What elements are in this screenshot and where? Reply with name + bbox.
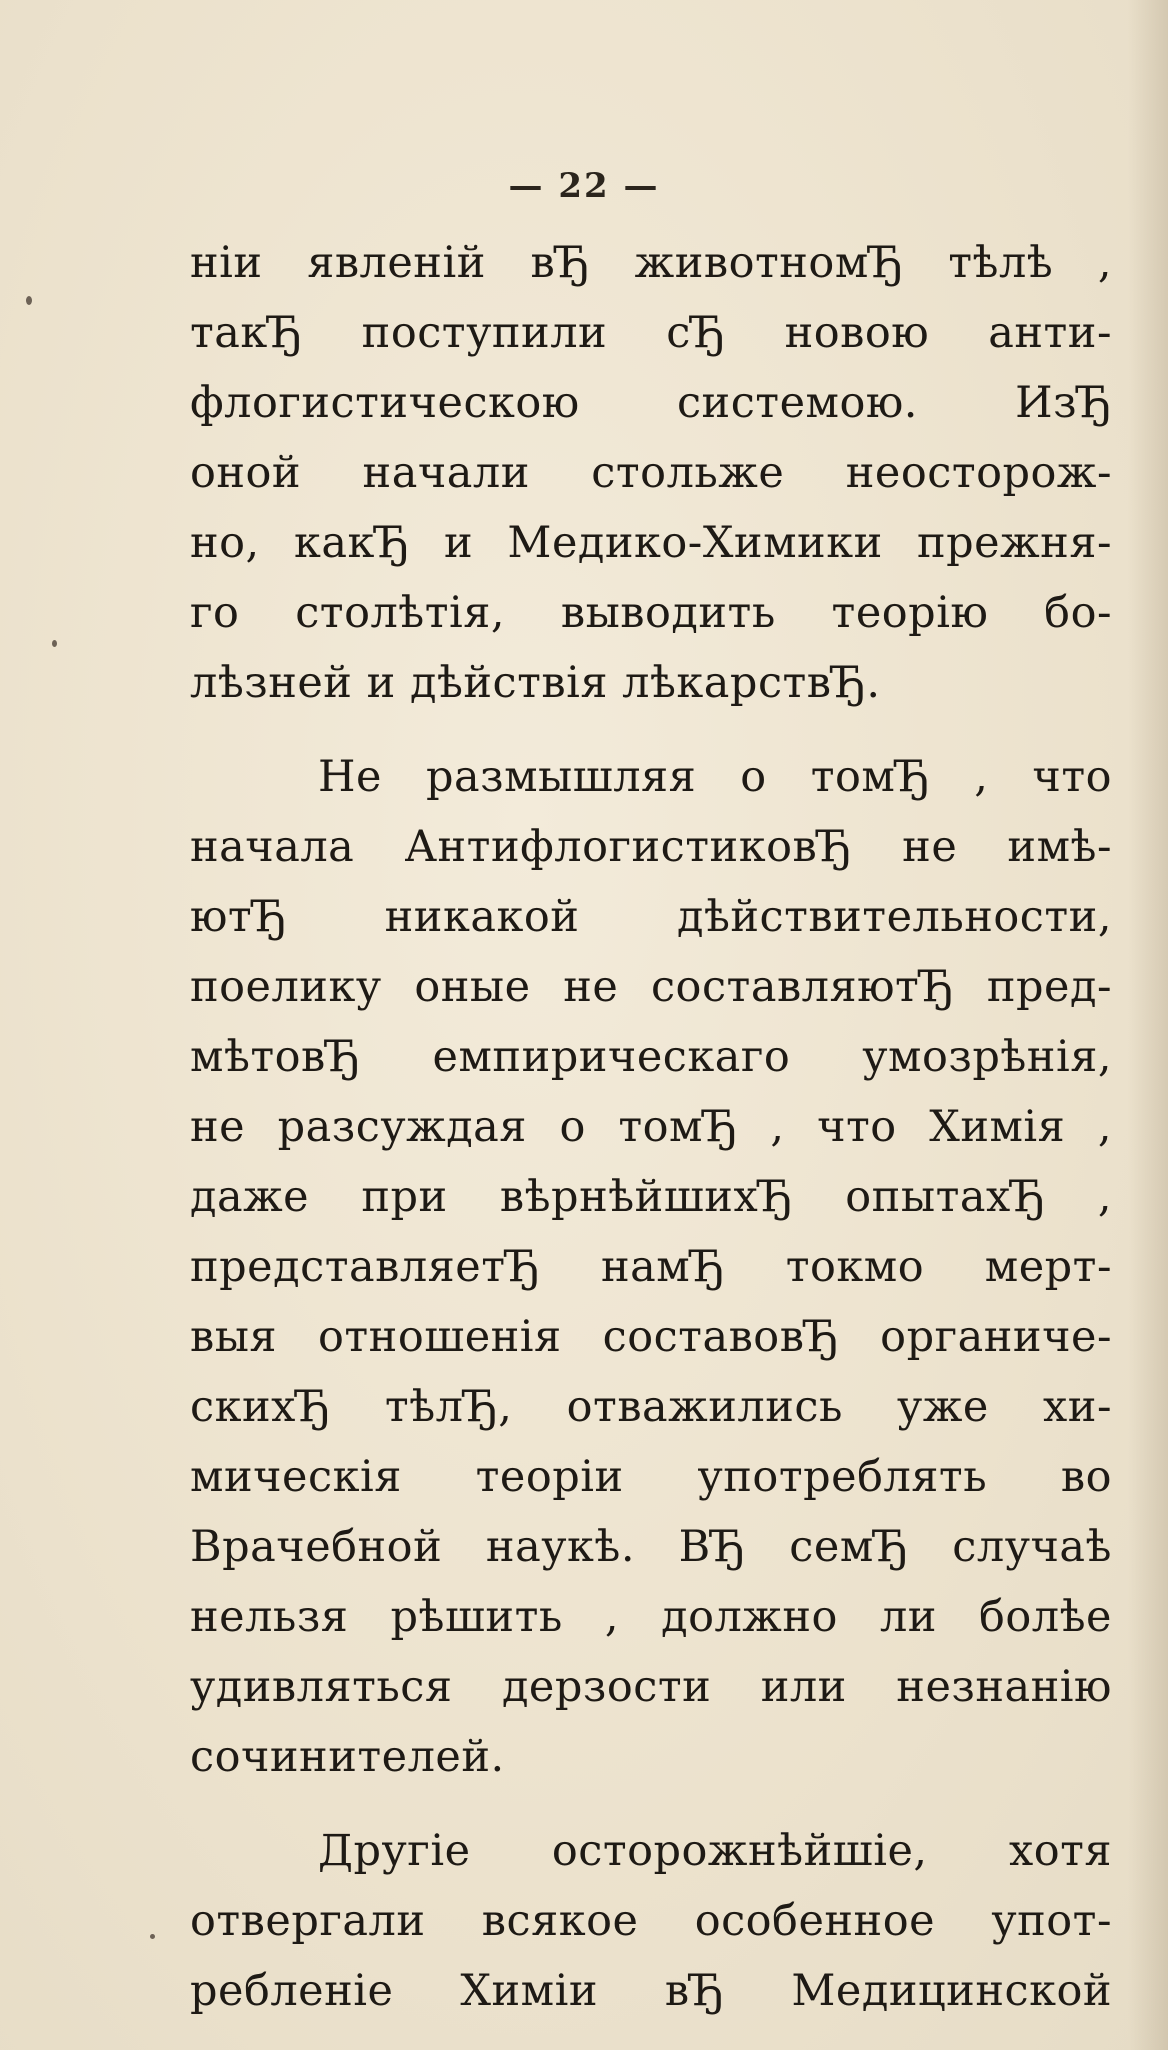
- text-line: флогистическою системою. ИзЂ: [190, 378, 1112, 428]
- text-line: оной начали стольже неосторож-: [190, 448, 1112, 498]
- text-line: выя отношенія составовЂ органиче-: [190, 1312, 1112, 1362]
- text-line: Врачебной наукѣ. ВЂ семЂ случаѣ: [190, 1522, 1112, 1572]
- text-line: такЂ поступили сЂ новою анти-: [190, 308, 1112, 358]
- text-line: но, какЂ и Медико-Химики прежня-: [190, 518, 1112, 568]
- text-line: не разсуждая о томЂ , что Химія ,: [190, 1102, 1112, 1152]
- text-line: скихЂ тѣлЂ, отважились уже хи-: [190, 1382, 1112, 1432]
- text-line: сочинителей.: [190, 1732, 505, 1782]
- text-line: Не размышляя о томЂ , что: [318, 752, 1112, 802]
- page-number: — 22 —: [508, 166, 660, 206]
- text-line: ніи явленій вЂ животномЂ тѣлѣ ,: [190, 238, 1112, 288]
- ink-speck: [150, 1934, 155, 1939]
- text-line: мическія теоріи употреблять во: [190, 1452, 1112, 1502]
- text-line: начала АнтифлогистиковЂ не имѣ-: [190, 822, 1112, 872]
- paragraph: [190, 228, 1112, 718]
- text-line: представляетЂ намЂ токмо мерт-: [190, 1242, 1112, 1292]
- text-line: удивляться дерзости или незнанію: [190, 1662, 1112, 1712]
- ink-speck: [52, 640, 57, 647]
- text-line: мѣтовЂ емпирическаго умозрѣнія,: [190, 1032, 1112, 1082]
- text-line: отвергали всякое особенное упот-: [190, 1896, 1112, 1946]
- body-text: [190, 228, 1112, 2026]
- text-line: го столѣтія, выводить теорію бо-: [190, 588, 1112, 638]
- paragraph: [190, 742, 1112, 1792]
- paragraph: [190, 1816, 1112, 2026]
- text-line: поелику оные не составляютЂ пред-: [190, 962, 1112, 1012]
- text-line: ютЂ никакой дѣйствительности,: [190, 892, 1112, 942]
- text-line: ребленіе Химіи вЂ Медицинской: [190, 1966, 1112, 2016]
- page-edge-shadow: [1128, 0, 1168, 2050]
- text-line: лѣзней и дѣйствія лѣкарствЂ.: [190, 658, 881, 708]
- text-line: даже при вѣрнѣйшихЂ опытахЂ ,: [190, 1172, 1112, 1222]
- ink-speck: [26, 296, 32, 305]
- text-line: Другіе осторожнѣйшіе, хотя: [318, 1826, 1112, 1876]
- text-line: нельзя рѣшить , должно ли болѣе: [190, 1592, 1112, 1642]
